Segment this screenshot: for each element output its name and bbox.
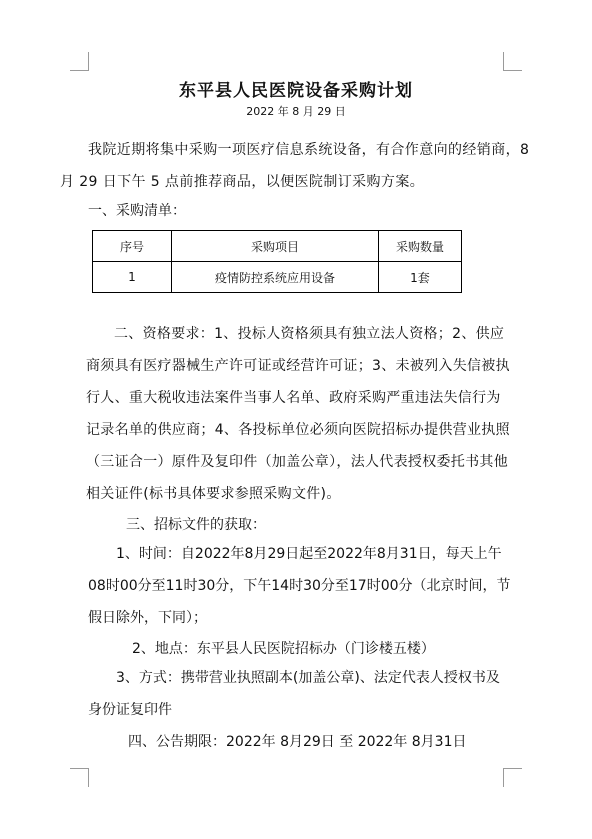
method-item: 3、方式：携带营业执照副本(加盖公章)、法定代表人授权书及身份证复印件 — [88, 670, 500, 718]
time-item: 1、时间：自2022年8月29日起至2022年8月31日，每天上午08时00分至11时30分，下午14时30分至17时00分（北京时间，节假日除外，下同）； — [88, 546, 511, 626]
page-corner-mark — [70, 52, 89, 71]
page-corner-mark — [503, 768, 522, 787]
table-header-row — [93, 231, 462, 262]
document-title: 东平县人民医院设备采购计划 — [179, 81, 413, 101]
table-header-cell: 采购数量 — [379, 231, 462, 262]
table-header-cell: 序号 — [93, 231, 172, 262]
page-corner-mark — [503, 52, 522, 71]
document-date: 2022 年 8 月 29 日 — [246, 105, 346, 118]
section1-heading: 一、采购清单： — [88, 203, 186, 219]
table-header-cell: 采购项目 — [172, 231, 379, 262]
qualification-paragraph: 二、资格要求：1、投标人资格须具有独立法人资格；2、供应商须具有医疗器械生产许可证或经营许可证；3、未被列入失信被执行人、重大税收违法案件当事人名单、政府采购严重违法失信行为记录名单的供应商；4、各投标单位必须向医院招标办提供营业执照（三证合一）原件及复印件（加盖公章），法人代表授权委托书其他相关证件(标书具体要求参照采购文件)。 — [86, 326, 510, 502]
location-item: 2、地点：东平县人民医院招标办（门诊楼五楼） — [132, 641, 435, 657]
page-corner-mark — [70, 768, 89, 787]
section3-heading: 三、招标文件的获取： — [126, 517, 266, 533]
table-row — [93, 262, 462, 293]
table-cell: 疫情防控系统应用设备 — [172, 262, 379, 293]
intro-paragraph: 我院近期将集中采购一项医疗信息系统设备，有合作意向的经销商，8 月 29 日下午 5 点前推荐商品，以便医院制订采购方案。 — [60, 142, 530, 190]
notice-period: 四、公告期限：2022年 8月29日 至 2022年 8月31日 — [128, 734, 467, 750]
purchase-table — [92, 230, 462, 293]
table-cell: 1 — [93, 262, 172, 293]
table-cell: 1套 — [379, 262, 462, 293]
